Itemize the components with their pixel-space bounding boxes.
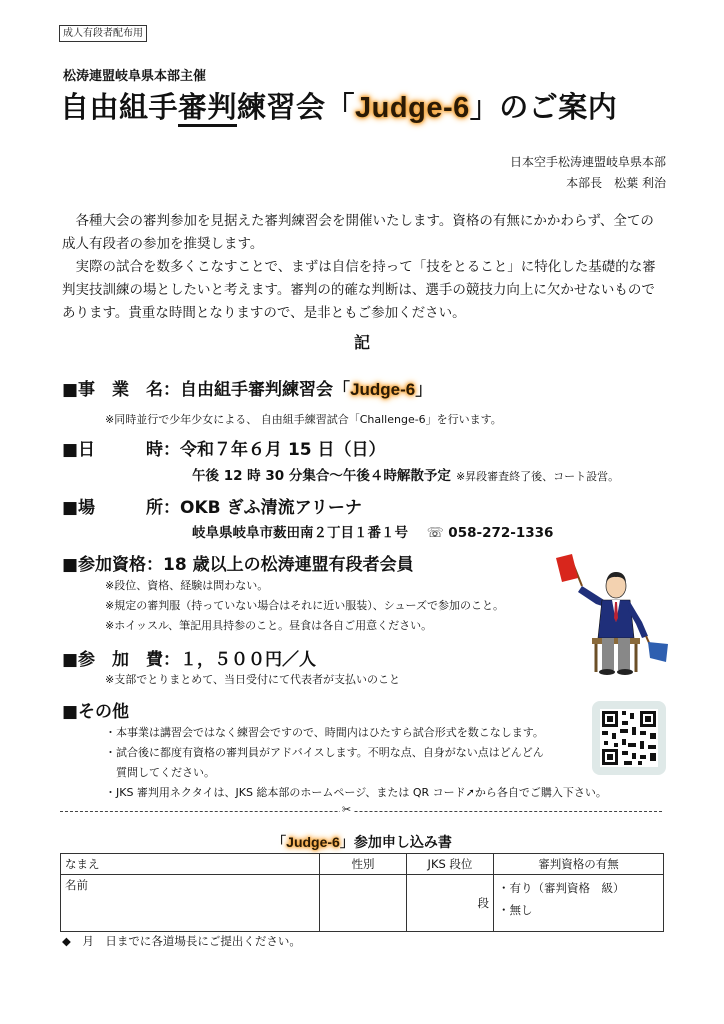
chair-seat	[592, 638, 640, 644]
place-tel: 058-272-1336	[448, 525, 554, 541]
header-dan: JKS 段位	[407, 854, 494, 875]
other-note-2: ・試合後に都度有資格の審判員がアドバイスします。不明な点、自身がない点はどんどん	[105, 746, 544, 759]
qualification-field[interactable]	[494, 875, 664, 932]
title-judge: Judge-6	[355, 92, 470, 124]
event-note: ※同時並行で少年少女による、 自由組手練習試合「Challenge-6」を行います。	[105, 413, 502, 426]
intro-paragraph-2: 実際の試合を数多くこなすことで、まずは自信を持って「技をとること」に特化した基礎的な審判実技訓練の場としたいと考えます。審判の的確な判断は、選手の競技力向上に欠かせないものであります。貴重な時間となりますので、是非ともご参加ください。	[62, 259, 656, 321]
qr-code-icon	[592, 701, 666, 775]
form-title-open: 「	[272, 835, 287, 851]
event-label: ■事 業 名：自由組手審判練習会「	[62, 380, 351, 400]
date-time: 午後 12 時 30 分集合～午後４時解散予定	[192, 468, 451, 484]
right-leg	[618, 638, 630, 670]
gender-field[interactable]	[320, 875, 407, 932]
header-qualification: 審判資格の有無	[494, 854, 664, 875]
form-entry-row	[61, 875, 664, 932]
place-address: 岐阜県岐阜市薮田南２丁目１番１号	[192, 525, 408, 541]
issuer	[510, 152, 666, 194]
right-shoe	[617, 669, 633, 675]
intro-paragraph-1: 各種大会の審判参加を見据えた審判練習会を開催いたします。資格の有無にかかわらず、全ての成人有段者の参加を推奨します。	[62, 213, 654, 252]
qr-code[interactable]	[592, 701, 666, 775]
distribution-stamp: 成人有段者配布用	[59, 25, 147, 42]
name-label: 名前	[65, 878, 88, 892]
submission-deadline: ◆ 月 日までに各道場長にご提出ください。	[62, 934, 301, 948]
date-detail	[192, 464, 619, 484]
form-header-row	[61, 854, 664, 875]
option-no[interactable]: ・無し	[498, 903, 533, 917]
date-label: ■日 時：令和７年６月 15 日（日）	[62, 440, 386, 460]
qualification-note-2: ※規定の審判服（持っていない場合はそれに近い服装）、シューズで参加のこと。	[105, 599, 504, 612]
referee-illustration	[552, 552, 672, 677]
other-note-1: ・本事業は講習会ではなく練習会ですので、時間内はひたすら試合形式を数こなします。	[105, 726, 544, 739]
qualification-note-1: ※段位、資格、経験は問わない。	[105, 579, 269, 592]
title-part4: 」のご案内	[469, 90, 618, 124]
organizer: 松涛連盟岐阜県本部主催	[63, 69, 207, 84]
place-label: ■場 所：OKB ぎふ清流アリーナ	[62, 498, 362, 518]
page-title	[60, 86, 617, 129]
left-shoe	[599, 669, 615, 675]
scissors-icon: ✂	[342, 803, 352, 816]
option-yes[interactable]: ・有り（審判資格 級）	[498, 881, 625, 895]
phone-icon: ☏	[426, 525, 444, 541]
dan-field[interactable]	[407, 875, 494, 932]
qualification-label: ■参加資格：18 歳以上の松涛連盟有段者会員	[62, 555, 414, 575]
qualification-note-3: ※ホイッスル、筆記用具持参のこと。昼食は各自ご用意ください。	[105, 619, 433, 632]
ki-heading: 記	[353, 333, 370, 352]
date-note: ※昇段審査終了後、コート設営。	[455, 470, 620, 483]
other-label: ■その他	[62, 702, 130, 722]
left-leg	[602, 638, 614, 670]
place-detail	[192, 521, 553, 541]
header-gender: 性別	[320, 854, 407, 875]
cut-line	[60, 811, 662, 812]
title-part3: 練習会「	[237, 90, 356, 124]
application-form	[60, 853, 664, 932]
title-part1: 自由組手	[60, 90, 179, 124]
event-judge: Judge-6	[350, 380, 416, 399]
title-part2: 審判	[178, 90, 237, 127]
event-row	[62, 375, 432, 400]
other-note-4: ・JKS 審判用ネクタイは、JKS 総本部のホームページ、または QR コード➚から各自でご購入下さい。	[105, 786, 607, 799]
form-title	[0, 832, 724, 852]
form-title-rest: 」参加申し込み書	[339, 835, 452, 851]
blue-flag	[648, 642, 668, 662]
other-note-3: 質問してください。	[105, 766, 215, 779]
issuer-org: 日本空手松涛連盟岐阜県本部	[509, 155, 666, 169]
form-title-judge: Judge-6	[286, 834, 340, 850]
event-close: 」	[415, 380, 433, 400]
name-field[interactable]	[61, 875, 320, 932]
issuer-head: 本部長 松葉 利治	[566, 176, 666, 190]
header-name: なまえ	[61, 854, 320, 875]
red-flag	[556, 554, 578, 582]
dan-label: 段	[477, 896, 489, 910]
fee-label: ■参 加 費：１，５００円／人	[62, 650, 317, 670]
introduction	[62, 210, 664, 325]
fee-note: ※支部でとりまとめて、当日受付にて代表者が支払いのこと	[105, 673, 400, 686]
